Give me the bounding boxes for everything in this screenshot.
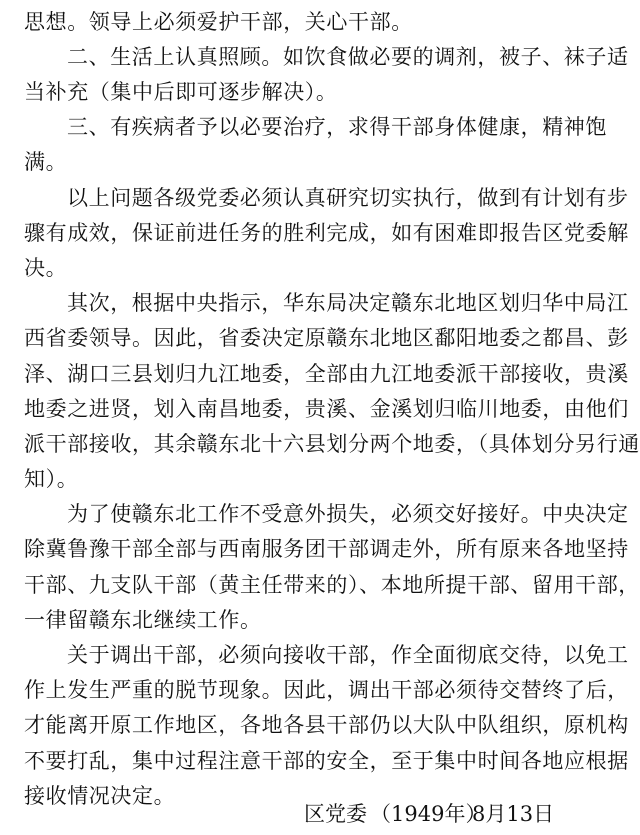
text-line: 接收情况决定。 (24, 784, 176, 808)
text-line: 思想。领导上必须爱护干部，关心干部。 (24, 10, 413, 34)
text-line: 泽、湖口三县划归九江地委，全部由九江地委派干部接收，贵溪 (24, 362, 629, 386)
text-line: 关于调出干部，必须向接收干部，作全面彻底交待，以免工 (67, 643, 629, 667)
text-line: 一律留赣东北继续工作。 (24, 608, 262, 632)
text-line: 不要打乱，集中过程注意干部的安全，至于集中时间各地应根据 (24, 749, 629, 773)
text-line: 骤有成效，保证前进任务的胜利完成，如有困难即报告区党委解 (24, 221, 629, 245)
text-line: 才能离开原工作地区，各地各县干部仍以大队中队组织，原机构 (24, 713, 629, 737)
signature-line (0, 794, 640, 834)
text-line: 其次，根据中央指示，华东局决定赣东北地区划归华中局江 (67, 291, 629, 315)
text-line: 西省委领导。因此，省委决定原赣东北地区鄱阳地委之都昌、彭 (24, 326, 629, 350)
text-line: 当补充（集中后即可逐步解决）。 (24, 80, 338, 104)
text-line: 除冀鲁豫干部全部与西南服务团干部调走外，所有原来各地坚持 (24, 537, 629, 561)
text-line: 以上问题各级党委必须认真研究切实执行，做到有计划有步 (67, 186, 629, 210)
issuer-label: 区党委 (304, 802, 367, 826)
text-line: 作上发生严重的脱节现象。因此，调出干部必须待交替终了后， (24, 678, 629, 702)
text-line: 地委之进贤，划入南昌地委，贵溪、金溪划归临川地委，由他们 (24, 397, 629, 421)
text-line: 二、生活上认真照顾。如饮食做必要的调剂，被子、袜子适 (67, 45, 629, 69)
text-line: 满。 (24, 150, 68, 174)
signature-year: （1949年） (370, 802, 487, 826)
signature-date: 8月13日 (472, 802, 555, 826)
text-line: 派干部接收，其余赣东北十六县划分两个地委，（具体划分另行通 (24, 432, 640, 456)
text-line: 干部、九支队干部（黄主任带来的）、本地所提干部、留用干部， (24, 573, 640, 597)
text-line: 知）。 (24, 467, 79, 491)
text-line: 为了使赣东北工作不受意外损失，必须交好接好。中央决定 (67, 502, 629, 526)
text-line: 三、有疾病者予以必要治疗，求得干部身体健康，精神饱 (67, 115, 607, 139)
text-line: 决。 (24, 256, 68, 280)
